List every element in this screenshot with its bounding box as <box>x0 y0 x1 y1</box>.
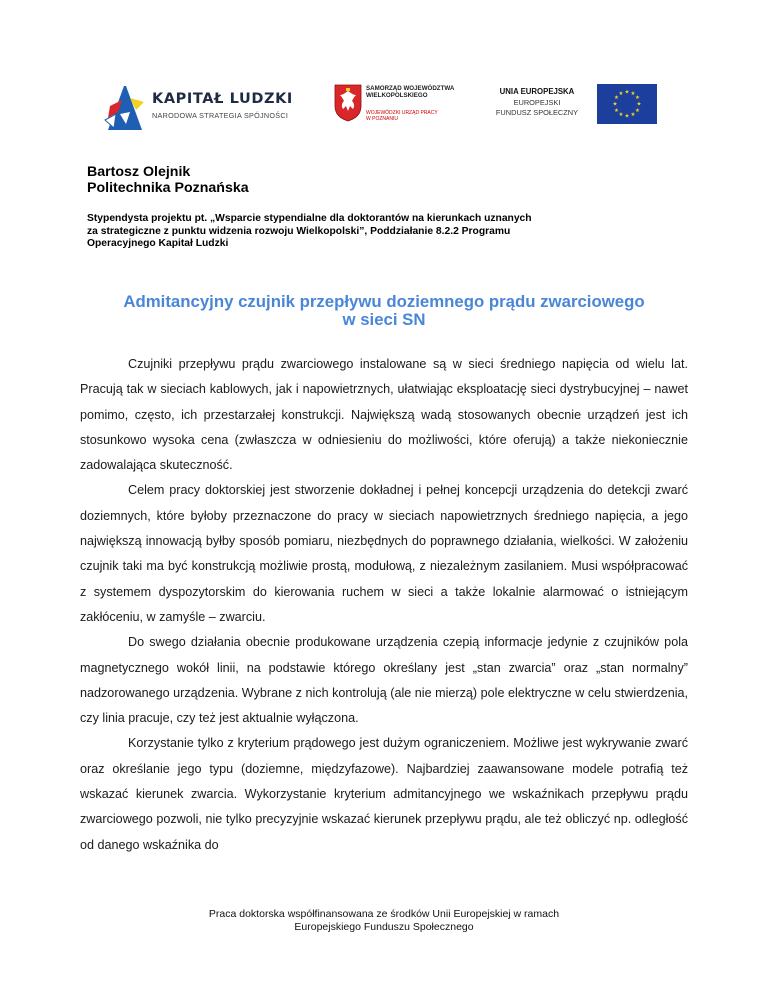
svg-text:★: ★ <box>630 91 636 97</box>
svg-text:★: ★ <box>635 95 640 101</box>
svg-text:★: ★ <box>636 101 642 108</box>
eu-line3: FUNDUSZ SPOŁECZNY <box>495 108 579 117</box>
scholarship-line3: Operacyjnego Kapitał Ludzki <box>87 238 229 249</box>
paragraph: Celem pracy doktorskiej jest stworzenie dokładnej i pełnej koncepcji urządzenia do detekcji zwarć doziemnych, które byłoby przeznaczone do pracy w sieciach napowietrznych średniego napięcia, a jego największą innowacją byłby sposób pomiaru, niezbędnych do poprawnego działania, wielkości. W założeniu czujnik taki ma być konstrukcją możliwie prostą, modułową, z niezależnym zasilaniem. Musi współpracować z systemem dyspozytorskim do kierowania ruchem w sieci a także lokalnie alarmować o istniejącym zakłóceniu, w zamyśle – zwarciu. <box>80 483 688 624</box>
paragraph: Do swego działania obecnie produkowane urządzenia czepią informacje jedynie z czujników pola magnetycznego wokół linii, na podstawie którego określany jest „stan zwarcia” oraz „stan normalny” nadzorowanego urządzenia. Wybrane z nich kontrolują (ale nie mierzą) pole elektryczne w celu stwierdzenia, czy linia pracuje, czy też jest aktualnie wyłączona. <box>80 635 688 726</box>
title-line1: Admitancyjny czujnik przepływu doziemnego prądu zwarciowego <box>123 292 645 311</box>
eu-flag-icon <box>597 84 657 124</box>
author-name: Bartosz Olejnik <box>87 164 191 180</box>
svg-text:★: ★ <box>614 108 619 114</box>
kapital-ludzki-name: KAPITAŁ LUDZKI <box>152 91 293 107</box>
svg-text:★: ★ <box>630 112 636 118</box>
svg-text:★: ★ <box>618 91 624 97</box>
footer-line2: Europejskiego Funduszu Społecznego <box>294 921 474 933</box>
wielkopolska-line1: SAMORZĄD WOJEWÓDZTWA <box>366 85 455 92</box>
svg-text:★: ★ <box>635 108 640 114</box>
kapital-ludzki-logo <box>100 84 310 134</box>
paragraph: Czujniki przepływu prądu zwarciowego instalowane są w sieci średniego napięcia od wielu lat. Pracują tak w sieciach kablowych, jak i napowietrznych, ułatwiając eksploatację sieci dystrybucyjnej – nawet pomimo, często, ich przestarzałej konstrukcji. Największą wadą stosowanych obecnie urządzeń jest ich stosunkowo wysoka cena (zwłaszcza w odniesieniu do możliwości, które oferują) a także niekoniecznie zadowalająca skuteczność. <box>80 357 688 473</box>
wielkopolska-line3: WOJEWÓDZKI URZĄD PRACY <box>366 110 438 116</box>
eu-logo <box>492 84 662 130</box>
svg-text:★: ★ <box>624 89 630 96</box>
title-line2: w sieci SN <box>342 310 426 329</box>
svg-text:★: ★ <box>618 112 624 118</box>
svg-text:★: ★ <box>612 101 618 108</box>
svg-text:★: ★ <box>614 95 619 101</box>
kapital-ludzki-emblem-icon <box>100 84 150 134</box>
scholarship-line2: za strategiczne z punktu widzenia rozwoju Wielkopolski”, Poddziałanie 8.2.2 Programu <box>87 225 511 237</box>
document-title <box>80 293 688 329</box>
paragraph: Korzystanie tylko z kryterium prądowego jest dużym ograniczeniem. Możliwe jest wykrywanie zwarć oraz określanie jego typu (doziemne, międzyfazowe). Najbardziej zaawansowane modele potrafią też wskazać kierunek zwarcia. Wykorzystanie kryterium admitancyjnego we wskaźnikach przepływu prądu zwarciowego pozwoli, nie tylko precyzyjnie wskazać kierunek przepływu prądu, ale też obliczyć np. odległość od danego wskaźnika do <box>80 736 688 852</box>
wielkopolska-line2: WIELKOPOLSKIEGO <box>366 92 428 99</box>
wielkopolska-line4: W POZNANIU <box>366 116 398 122</box>
eu-line1: UNIA EUROPEJSKA <box>499 87 575 96</box>
author-affiliation: Politechnika Poznańska <box>87 180 249 196</box>
wup-title <box>366 110 438 122</box>
kapital-ludzki-tagline: NARODOWA STRATEGIA SPÓJNOŚCI <box>152 111 289 120</box>
wielkopolska-title <box>366 85 454 99</box>
footer-line1: Praca doktorska współfinansowana ze środków Unii Europejskiej w ramach <box>208 908 560 920</box>
svg-text:★: ★ <box>624 113 630 120</box>
wielkopolska-logo <box>334 84 464 138</box>
page-footer <box>80 908 688 934</box>
body-text <box>80 352 688 858</box>
eu-text <box>492 87 582 119</box>
author-block <box>87 164 249 196</box>
eagle-shield-icon <box>334 84 362 122</box>
eu-line2: EUROPEJSKI <box>513 97 561 107</box>
scholarship-line1: Stypendysta projektu pt. „Wsparcie stypendialne dla doktorantów na kierunkach uznanych <box>87 213 532 224</box>
scholarship-note <box>87 213 687 251</box>
